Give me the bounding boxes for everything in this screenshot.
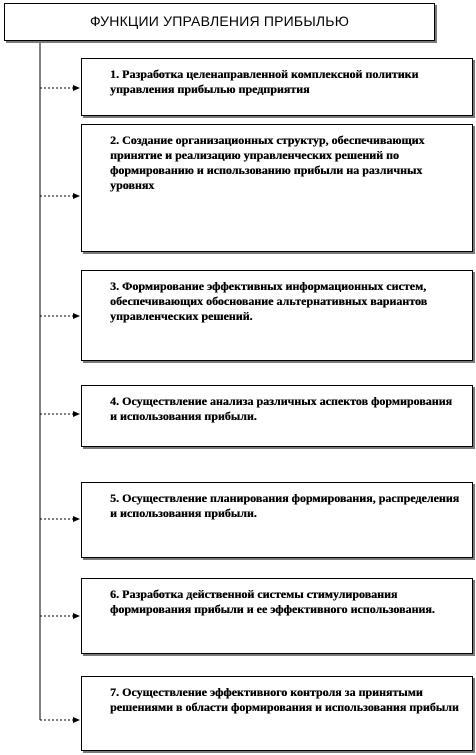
diagram-title-box bbox=[4, 3, 435, 41]
function-box-2 bbox=[81, 124, 473, 252]
function-box-4 bbox=[81, 385, 473, 447]
diagram-title: ФУНКЦИИ УПРАВЛЕНИЯ ПРИБЫЛЬЮ bbox=[89, 13, 350, 29]
function-text-2: 2. Создание организационных структур, обеспечивающих принятие и реализацию управленческих решений по формированию и использованию прибыли на различных уровнях bbox=[110, 133, 425, 192]
function-text-3: 3. Формирование эффективных информационных систем, обеспечивающих обоснование альтернативных вариантов управленческих решений. bbox=[110, 279, 428, 323]
function-text-1: 1. Разработка целенаправленной комплексной политики управления прибылью предприятия bbox=[110, 67, 419, 96]
function-box-5 bbox=[81, 482, 473, 558]
function-text-7: 7. Осуществление эффективного контроля за принятыми решениями в области формирования и использования прибыли bbox=[110, 685, 459, 714]
function-box-3 bbox=[81, 270, 473, 361]
function-box-7 bbox=[81, 676, 473, 751]
function-text-6: 6. Разработка действенной системы стимулирования формирования прибыли и ее эффективного использования. bbox=[110, 587, 435, 616]
function-text-5: 5. Осуществление планирования формирования, распределения и использования прибыли. bbox=[110, 491, 460, 520]
function-box-6 bbox=[81, 578, 473, 654]
function-text-4: 4. Осуществление анализа различных аспектов формирования и использования прибыли. bbox=[110, 394, 452, 423]
function-box-1 bbox=[81, 58, 473, 116]
